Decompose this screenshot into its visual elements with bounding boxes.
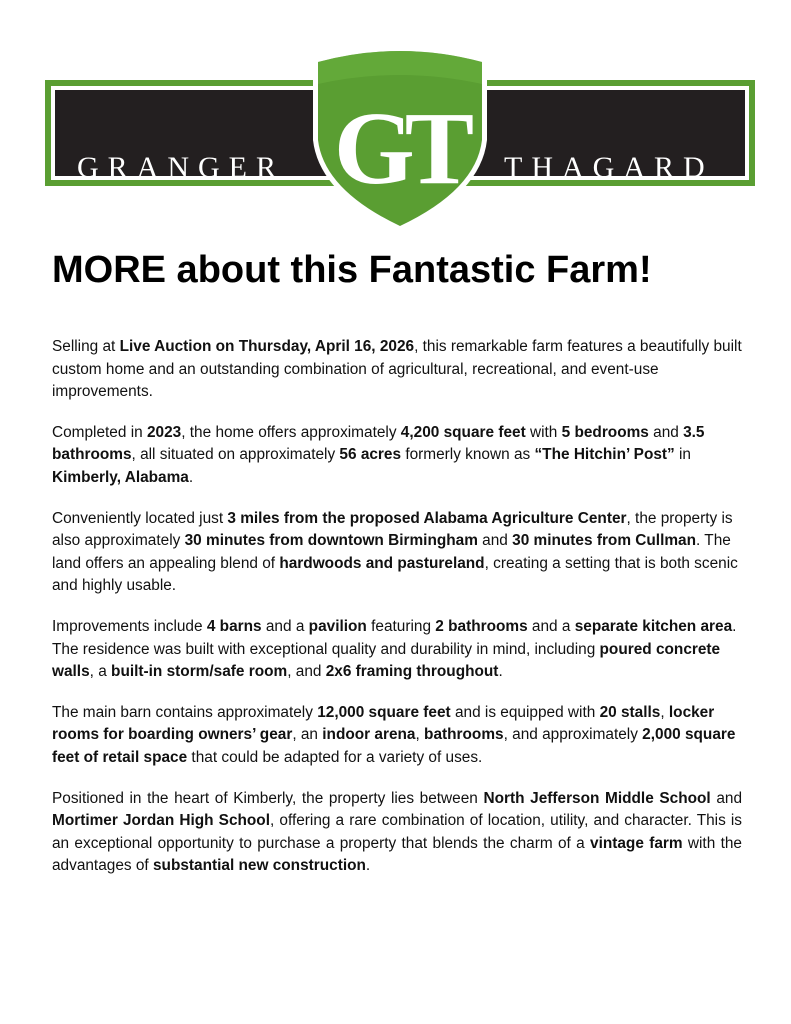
text: . The land offers an appealing blend of (52, 532, 731, 572)
paragraph-main-barn (52, 702, 742, 770)
text: , and approximately (503, 726, 643, 744)
kitchen-area: separate kitchen area (574, 617, 733, 635)
text: featuring (366, 617, 436, 635)
new-construction: substantial new construction (152, 857, 366, 875)
indoor-arena: indoor arena (322, 726, 416, 744)
stalls: 20 stalls (599, 703, 661, 721)
safe-room: built-in storm/safe room (111, 663, 288, 681)
text: formerly known as (401, 446, 535, 464)
paragraph-home (52, 422, 742, 490)
page-title: MORE about this Fantastic Farm! (52, 249, 652, 291)
text: , offering a rare combination of location, utility, and character. This is an exceptional opportunity to purchase a property that blends the charm of a (52, 812, 742, 852)
barns: 4 barns (206, 617, 262, 635)
text: , this remarkable farm features a beautifully built custom home and an outstanding combination of agricultural, recreational, and event-use improvements. (52, 338, 742, 401)
text: Completed in (52, 423, 147, 441)
paragraph-auction (52, 336, 742, 404)
paragraph-improvements (52, 616, 742, 684)
birmingham-distance: 30 minutes from downtown Birmingham (184, 532, 478, 550)
text: in (674, 446, 691, 464)
text: and (710, 789, 742, 807)
text: Selling at (52, 338, 120, 355)
paragraph-position (52, 788, 742, 878)
agriculture-center: 3 miles from the proposed Alabama Agriculture Center (227, 509, 627, 527)
text: , the home offers approximately (181, 423, 401, 441)
barn-square-feet: 12,000 square feet (317, 703, 451, 721)
paragraph-location (52, 508, 742, 598)
logo-word-thagard: THAGARD (504, 151, 714, 184)
pavilion-bathrooms: 2 bathrooms (435, 617, 528, 635)
text: . (365, 857, 371, 875)
retail-space: 2,000 square feet of retail space (52, 726, 736, 766)
locker-rooms: locker rooms for boarding owners’ gear (52, 703, 715, 744)
text: and a (527, 617, 575, 635)
text: with the advantages of (52, 834, 742, 875)
text: Improvements include (52, 617, 207, 635)
text: Conveniently located just (52, 509, 228, 527)
text: , creating a setting that is both scenic and highly usable. (52, 554, 738, 595)
text: with (525, 423, 562, 441)
pavilion: pavilion (308, 617, 367, 635)
auction-date: Live Auction on Thursday, April 16, 2026 (119, 338, 415, 355)
high-school: Mortimer Jordan High School (52, 812, 270, 830)
text: . The residence was built with exceptional quality and durability in mind, including (52, 617, 737, 658)
bedrooms: 5 bedrooms (561, 423, 649, 441)
cullman-distance: 30 minutes from Cullman (512, 532, 697, 550)
text: and (648, 423, 684, 441)
land-type: hardwoods and pastureland (279, 554, 485, 572)
text: , a (89, 663, 112, 681)
granger-thagard-logo (45, 36, 755, 232)
text: , the property is also approximately (52, 509, 733, 550)
square-feet: 4,200 square feet (400, 423, 526, 441)
text: and (477, 532, 513, 550)
text: The main barn contains approximately (52, 703, 318, 721)
text: Positioned in the heart of Kimberly, the property lies between (52, 789, 484, 807)
logo-word-granger: GRANGER (77, 151, 286, 184)
text: , an (292, 726, 323, 744)
year-completed: 2023 (146, 423, 182, 441)
logo-monogram: GT (333, 91, 465, 206)
text: and a (261, 617, 309, 635)
text: . (498, 663, 503, 681)
location: Kimberly, Alabama (52, 468, 189, 486)
acreage: 56 acres (339, 446, 402, 464)
text: and is equipped with (450, 703, 600, 721)
text: , (660, 703, 669, 721)
barn-bathrooms: bathrooms (424, 726, 504, 744)
former-name: “The Hitchin’ Post” (534, 446, 675, 464)
vintage-farm: vintage farm (590, 834, 683, 852)
text: . (188, 468, 194, 486)
middle-school: North Jefferson Middle School (483, 789, 711, 807)
concrete-walls: poured concrete walls (52, 640, 721, 681)
text: , all situated on approximately (131, 446, 340, 464)
text: , and (287, 663, 326, 681)
bathrooms: 3.5 bathrooms (52, 423, 705, 464)
text: , (415, 726, 425, 744)
framing: 2x6 framing throughout (325, 663, 499, 681)
text: that could be adapted for a variety of uses. (187, 748, 483, 766)
body-content (52, 336, 742, 896)
